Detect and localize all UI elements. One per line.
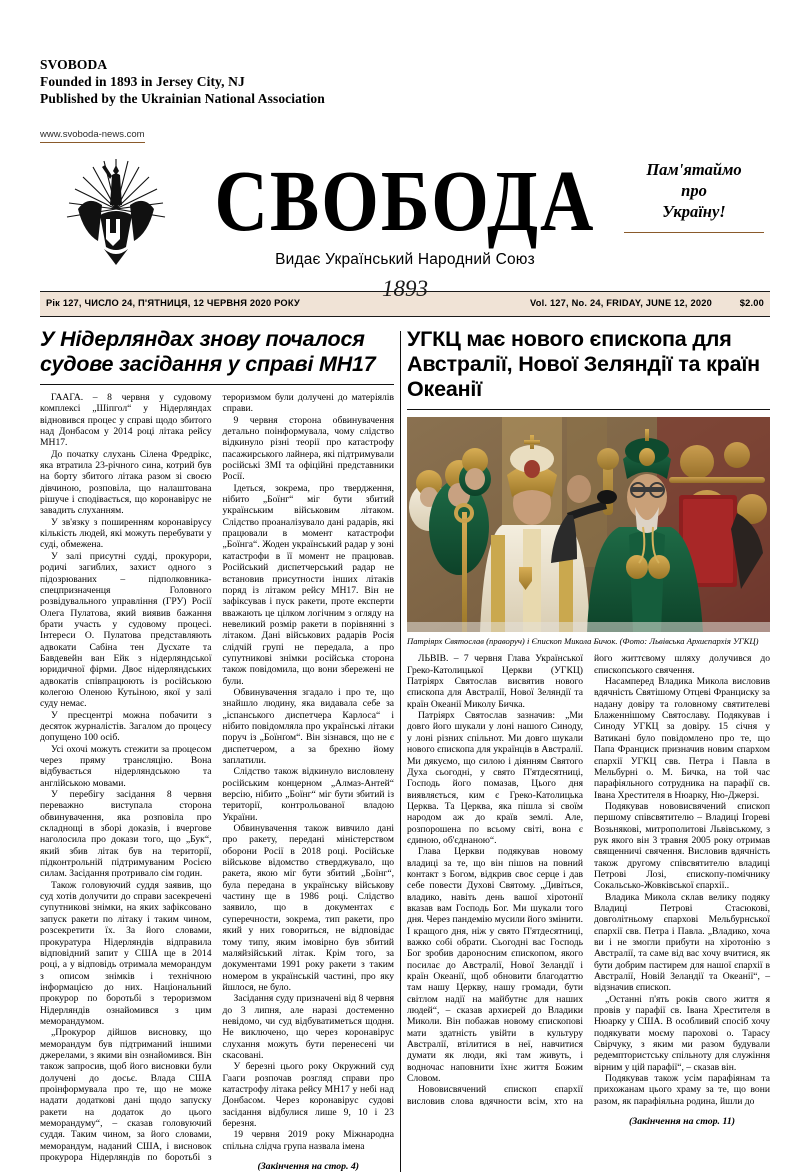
article-paragraph: „Останні п'ять років свого життя я провів у парафії св. Івана Хрестителя в Нюарку у США. В особливий спосіб хочу подякувати моєму парохові о. Тарасу Свірчуку, з яким ми разом будували редемптористську спільноту для служіння вірним у цій парафії“, – сказав він. [594, 993, 770, 1073]
article-paragraph: Нововисвячений єпископ єпархії висловив слова вдячности всім, хто на його життєвому шляху долучився до єпископського свячення. [407, 653, 770, 1107]
article-paragraph: Подякував нововисвячений єпископ першому співсвятителю – Владиці Ігореві Возьнякові, митрополитові Львівському, з рук якого він 3 травня 2005 року отримав священничі свячення. Висловив вдячність також другому співсвятителю владиці Петрові Лозі, єпископу-помічнику Сокальсько-Жовківської єпархії.. [594, 800, 770, 892]
article-paragraph: ЛЬВІВ. – 7 червня Глава Української Греко-Католицької Церкви (УГКЦ) Патріярх Святослав висвятив нового єпископа для Австралії, Нової Зеляндії та країн Океанії Миколу Бичка. [407, 653, 583, 710]
masthead-tagline: Видає Український Народний Союз [275, 251, 535, 268]
article-paragraph: У перебігу засідання 8 червня переважно виступала сторона обвинувачення, яка розповіла про складнощі в зборі доказів, і вчергове наголосила про докази того, що „Бук“, який збив літак був на території, підконтрольній підтримуваним Росією силам. Засідання протривало сім годин. [40, 789, 212, 880]
article-paragraph: У зв'язку з поширенням коронавірусу кількість людей, які можуть перебувати у суді, обмежена. [40, 516, 212, 551]
slogan-line-3: Україну! [662, 202, 726, 221]
article-paragraph: Владика Микола склав велику подяку Владиці Петрові Стасюкові, довголітньому єпархові Мельбурнської єпархії свв. Петра і Павла. „Владико, хоча ви і не змогли прибути на хіротонію з Австралії, та саме від вас хочу вчитися, як бути добрим пастирем для нашої єпархії в Австралії, Новій Зеландії та Океанії“, – відзначив єпископ. [594, 891, 770, 994]
article-paragraph: Усі охочі можуть стежити за процесом через пряму трансляцію. Вона відбувається нідерляндською та англійською мовами. [40, 743, 212, 789]
article-paragraph: Ідеться, зокрема, про твердження, нібито „Боїнг“ міг бути збитий українським військовим літаком. Слідство проаналізувало дані радарів, які працювали в момент катастрофи „Боїнга“. Жоден український радар у зоні катастрофи в її момент не працював. Російський диспетчерський радар не встановив присутности інших літаків поряд із літаком рейсу МН17. Він не зафіксував і пуск ракети, проте експерти вважають це цілком логічним з огляду на невеликий розмір ракети в порівнянні з літаком. Дані військових радарів Росія слідчій групі не передала, а про супутникові знімки російська сторона також повідомила, що вони збережені не були. [222, 482, 394, 687]
article-paragraph: Обвинувачення також вивчило дані про ракету, передані міністерством оборони Росії в 2018 році. Російське військове відомство стверджувало, що ракета, якою міг бути збитий „Боїнг“, була передана в українську військову частину ще в 1986 році. Слідство заявило, що в документах є суперечности, зокрема, тип ракети, про який у них говориться, не відповідає тому типу, яким імовірно був збитий маляйзійський літак. Крім того, за документами 1991 року ракети з таким номером в українській частині, про яку йшлося, не було. [222, 823, 394, 993]
slogan-line-1: Пам'ятаймо [646, 160, 742, 179]
story-mh17-headline[interactable]: У Нідерляндах знову почалося судове засідання у справі МН17 [40, 327, 376, 376]
publication-founded: Founded in 1893 in Jersey City, NJ [40, 74, 245, 89]
front-page-stories [40, 327, 770, 1172]
story-ugcc-body [407, 653, 770, 1127]
story-ugcc-headline[interactable]: УГКЦ має нового єпископа для Австралії, Нової Зеляндії та країн Океанії [407, 327, 760, 401]
continued-note[interactable]: (Закінчення на стор. 4) [257, 1161, 360, 1172]
article-paragraph: Подякував також усім парафіянам та прихожанам цього храму за те, що вони разом, як парафіяльна родина, йшли до [594, 1073, 770, 1107]
website-link[interactable]: www.svoboda-news.com [40, 129, 145, 143]
article-paragraph: 9 червня сторона обвинувачення детально поінформувала, чому слідство відкинуло різні теорії про катастрофу пасажирського лайнера, які підтримували російські ЗМІ та офіційні представники Росії. [222, 414, 394, 483]
publication-identity [40, 0, 770, 143]
issue-line-ukrainian: Рік 127, ЧИСЛО 24, П'ЯТНИЦЯ, 12 ЧЕРВНЯ 2020 РОКУ [46, 298, 300, 308]
headline-rule-right [407, 409, 770, 410]
article-paragraph: Також головуючий суддя заявив, що суд хотів долучити до справи засекречені супутникові знімки, на яких зафіксовано запуск ракети по літаку і таким чином, розсекретити їх. За його словами, прокуратура Нідерляндів відправила відповідний запит у США ще в 2014 році, а у відповідь отримала меморандум з описом знімків і технічною інформацією до них. Національний прокурор по боротьбі з тероризмом Нідерляндів ознайомився з цим меморандумом. [40, 879, 212, 1027]
publication-name: SVOBODA [40, 57, 108, 72]
article-paragraph: До початку слухань Сілена Фредрікс, яка втратила 23-річного сина, котрий був на борту збитого літака разом зі своєю дівчиною, розповіла, що налаштована рішуче і сподівається, що коронавірус не завадить слуханням. [40, 448, 212, 517]
masthead [40, 155, 770, 273]
issue-line-english: Vol. 127, No. 24, FRIDAY, JUNE 12, 2020 [530, 298, 712, 308]
publication-publisher: Published by the Ukrainian National Association [40, 91, 325, 106]
story-ugcc-bishop [407, 327, 770, 1172]
slogan-line-2: про [681, 181, 707, 200]
article-paragraph: Насамперед Владика Микола висловив вдячність Святішому Отцеві Франциску за надану довіру та головному святителеві Блаженнішому Святославу. Подякував і Синоду УГКЦ за довіру. 15 січня у Ватикані було повідомлено про те, що Папа Франциск призначив новим єпархом єпархії УГКЦ свв. Петра і Павла в Мельбурні о. М. Бичка, на той час парафіяльного сотрудника на парафії св. Івана Хрестителя в Нюарку, Ню-Джерзі. [594, 676, 770, 801]
founding-year-mark: 1893 [382, 276, 428, 301]
issue-date-bar [40, 276, 770, 317]
article-paragraph: Слідство також відкинуло висловлену російським концерном „Алмаз-Антей“ версію, нібито „Боїнг“ міг бути збитий із території, контрольованої владою України. [222, 766, 394, 823]
article-paragraph: ГААГА. – 8 червня у судовому комплексі „Шіпгол“ у Нідерляндах відновився процес у справі щодо збитого над Донбасом у 2014 році літака рейсу МН17. [40, 392, 212, 449]
article-paragraph: Глава Церкви подякував новому владиці за те, що він пішов на повний контакт з Богом, відкрив своє серце і дав себе повести Духові Святому. „Дивіться, владико, навіть день вашої хіротонії вказав вам Господь Бог. Ми шукали того дня. Через пандемію мусили його змінити. І кращого дня, ніж у свято П'ятдесятниці, важко собі обрати. Сьогодні вас Господь Бог зробив дароносним єпископом, якого посилає до Австралії, Нової Зеландії і країн Океанії, щоб обновити благодаттю там нашу Церкву, нашу громади, бути світлом надії на майбутнє для наших людей“, – сказав архиєрей до Владики Миколи. Він побажав новому єпископові мати здатність увійти в культуру Австралії, втілитися в неї, навчитися думати як люди, які там живуть, і водночас наповнити їхнє життя Божим Словом. [407, 846, 583, 1085]
article-paragraph: Обвинувачення згадало і про те, що знайшло людину, яка видавала себе за „іспанського диспетчера Карлоса“ і нібито повідомляла про українські літаки поруч із „Боїнґом“. Він зізнався, що не є диспетчером, а за брехню йому заплатили. [222, 686, 394, 766]
headline-rule-left [40, 384, 394, 385]
article-paragraph: У пресцентрі можна побачити з десяток журналістів. Загалом до процесу допущено 100 осіб. [40, 709, 212, 744]
column-divider [400, 331, 401, 1172]
slogan-block [624, 159, 764, 233]
issue-price: $2.00 [739, 298, 764, 308]
continued-note[interactable]: (Закінчення на стор. 11) [629, 1116, 735, 1128]
newspaper-title-text: СВОБОДА [214, 153, 596, 251]
story-mh17 [40, 327, 394, 1172]
article-paragraph: Патріярх Святослав зазначив: „Ми довго його шукали у лоні нашого Синоду, у лоні різних спільнот. Ми довго шукали нового єпископа для українців в Австралії. Ми дякуємо, що силою і діянням Святого Духа сьогодні, у свято П'ятдесятниці, Господь його помазав, Цього дня виявляється, ким є Греко-Католицька Церква. Та Церква, яка пішла зі своїм народом аж до країв землі. Але, розпорошена по всьому світі, вона є єдиною, об'єднаною“. [407, 710, 583, 846]
article-paragraph: Засідання суду призначені від 8 червня до 3 липня, але наразі достеменно невідомо, чи суд відбуватиметься щодня. Не виключено, що через коронавірус слухання можуть бути перенесені чи скасовані. [222, 993, 394, 1061]
article-paragraph: У березні цього року Окружний суд Гааги розпочав розгляд справи про катастрофу літака рейсу МН17 у небі над Донбасом. Через коронавірус судові засідання відбулися лише 9, 10 і 23 березня. [222, 1061, 394, 1129]
story-mh17-body [40, 392, 394, 1172]
slogan-underline [624, 232, 764, 233]
photo-caption: Патріярх Святослав (праворуч) і Єпископ Микола Бичок. (Фото: Львівська Архиєпархія УГКЦ) [407, 636, 759, 646]
bishop-ordination-photo [407, 417, 770, 632]
article-paragraph: 19 червня 2019 року Міжнародна спільна слідча група назвала імена [222, 1129, 394, 1152]
article-paragraph: У залі присутні судді, прокурори, родичі загиблих, захист одного з підозрюваних – підполковника-спецпризначенця Головного розвідувального управління (ГРУ) Росії Олега Пулатова, який виявив бажання брати участь у судовому процесі. Інтереси О. Пулатова представляють адвокати Сабіна тен Дусхате та Бавдевейн ван Ейк з нідерляндської юридичної фірми. Двоє нідерляндських адвокатів співпрацюють із російською колегою Оленою Кутьіною, якої у залі суду немає. [40, 550, 212, 710]
article-paragraph: „Прокурор дійшов висновку, що меморандум був підтриманий іншими джерелами, з якими він ознайомився. Він також запросив, щоб його висновки були долучені до досьє. Влада США проінформувала про те, що не може надати додаткові дані щодо запуску ракети на додаток до цього меморандуму“, – сказав головуючий суддя. Таким чином, за його словами, меморандум, наданий США, і висновок прокурора Нідерляндів по боротьбі з тероризмом були долучені до матеріялів справи. [40, 392, 394, 1164]
